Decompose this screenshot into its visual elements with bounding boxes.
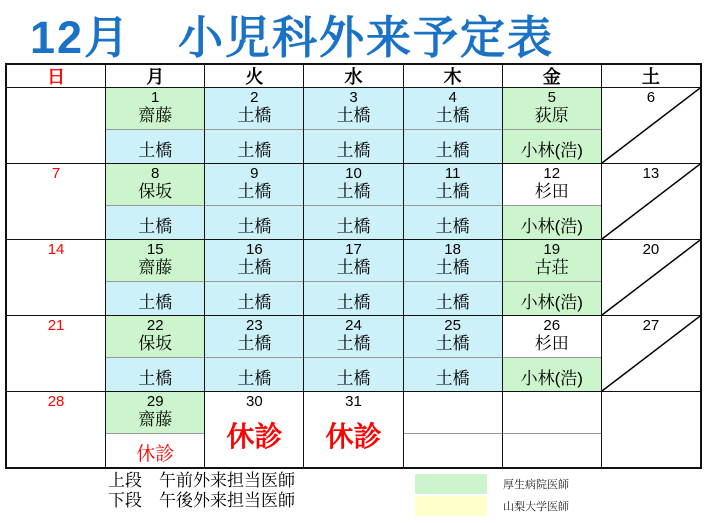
sunday-date: 21 — [47, 317, 65, 334]
pm-section — [106, 433, 204, 467]
day-cell — [304, 240, 403, 315]
am-section — [404, 164, 502, 205]
date-number: 17 — [345, 241, 362, 258]
pm-doctor: 土橋 — [435, 369, 470, 388]
saturday-date: 20 — [642, 241, 660, 258]
date-number: 16 — [246, 241, 263, 258]
yamanashi-univ-label: 山梨大学医師 — [503, 501, 569, 513]
am-section — [404, 316, 502, 357]
am-doctor: 杉田 — [534, 334, 569, 353]
day-cell — [106, 240, 205, 315]
am-section — [503, 240, 601, 281]
date-number: 8 — [151, 165, 160, 182]
am-section — [304, 316, 402, 357]
weekday-header-row — [7, 65, 700, 88]
pm-doctor: 小林(浩) — [520, 293, 583, 312]
day-cell — [503, 164, 602, 239]
am-doctor: 齋藤 — [138, 106, 173, 125]
pm-section — [404, 433, 502, 467]
day-header-wed — [304, 65, 403, 87]
date-number: 19 — [543, 241, 561, 258]
am-doctor: 土橋 — [237, 258, 272, 277]
day-cell — [304, 164, 403, 239]
pm-section — [404, 281, 502, 315]
pm-section — [503, 357, 601, 391]
date-number: 4 — [448, 89, 457, 106]
sunday-cell — [7, 240, 106, 315]
pm-doctor: 土橋 — [435, 141, 470, 160]
closed-day-cell — [205, 392, 304, 467]
day-header-label: 月 — [146, 67, 165, 87]
pm-section — [404, 357, 502, 391]
date-number: 29 — [146, 393, 164, 410]
day-cell — [205, 88, 304, 163]
saturday-date: 6 — [646, 89, 656, 106]
day-cell — [205, 240, 304, 315]
legend-row-kosei — [415, 473, 569, 495]
am-section — [304, 240, 402, 281]
legend-am-note: 上段 午前外来担当医師 — [108, 471, 295, 490]
pm-doctor: 土橋 — [336, 293, 371, 312]
legend-row-yamanashi — [415, 495, 569, 517]
am-section — [503, 316, 601, 357]
day-header-fri — [503, 65, 602, 87]
day-cell — [503, 392, 602, 467]
am-section — [106, 88, 204, 129]
am-doctor: 保坂 — [138, 334, 173, 353]
am-section — [106, 316, 204, 357]
am-section — [205, 164, 303, 205]
day-header-label: 火 — [245, 67, 264, 87]
closed-label: 休診 — [226, 420, 283, 452]
pm-section — [205, 205, 303, 239]
day-header-sun — [7, 65, 106, 87]
week-row — [7, 392, 700, 467]
pm-section — [106, 357, 204, 391]
day-cell — [304, 316, 403, 391]
am-doctor: 齋藤 — [138, 410, 173, 429]
saturday-cell — [602, 392, 700, 467]
am-doctor: 土橋 — [336, 334, 371, 353]
date-number: 15 — [146, 241, 164, 258]
am-doctor: 土橋 — [435, 258, 470, 277]
am-doctor: 荻原 — [534, 106, 569, 125]
sunday-date: 14 — [47, 241, 65, 258]
closed-label: 休診 — [325, 420, 382, 452]
day-cell — [503, 316, 602, 391]
am-doctor: 杉田 — [534, 182, 569, 201]
pm-section — [503, 205, 601, 239]
pm-doctor: 休診 — [136, 444, 175, 465]
saturday-cell — [602, 240, 700, 315]
am-doctor: 土橋 — [237, 334, 272, 353]
day-cell — [304, 88, 403, 163]
day-cell — [404, 392, 503, 467]
day-header-label: 土 — [641, 67, 660, 87]
am-section — [503, 392, 601, 433]
sunday-date: 28 — [47, 393, 65, 410]
day-cell — [106, 392, 205, 467]
pm-doctor: 土橋 — [336, 369, 371, 388]
day-cell — [106, 316, 205, 391]
saturday-cell — [602, 164, 700, 239]
day-header-label: 水 — [344, 67, 363, 87]
pm-section — [404, 205, 502, 239]
calendar-table — [5, 63, 702, 469]
pm-doctor: 小林(浩) — [520, 369, 583, 388]
am-section — [304, 164, 402, 205]
date-number: 11 — [444, 165, 461, 182]
date-number: 30 — [246, 393, 263, 410]
day-header-thu — [404, 65, 503, 87]
am-section — [404, 88, 502, 129]
week-row — [7, 88, 700, 164]
pm-doctor: 土橋 — [435, 217, 470, 236]
pm-doctor: 土橋 — [237, 141, 272, 160]
saturday-cell — [602, 88, 700, 163]
am-section — [404, 240, 502, 281]
pm-doctor: 土橋 — [237, 293, 272, 312]
pm-section — [205, 357, 303, 391]
am-doctor: 土橋 — [237, 106, 272, 125]
pm-doctor: 土橋 — [138, 217, 173, 236]
week-row — [7, 316, 700, 392]
pm-doctor: 土橋 — [138, 293, 173, 312]
pm-doctor: 土橋 — [138, 369, 173, 388]
page-title: 12月 小児科外来予定表 — [30, 12, 555, 63]
date-number: 10 — [345, 165, 362, 182]
am-section — [205, 88, 303, 129]
date-number: 31 — [345, 393, 362, 410]
date-number: 23 — [246, 317, 263, 334]
pm-doctor: 小林(浩) — [520, 217, 583, 236]
day-cell — [503, 88, 602, 163]
date-number: 25 — [444, 317, 461, 334]
pm-section — [106, 205, 204, 239]
pm-section — [106, 281, 204, 315]
no-clinic-diagonal — [602, 164, 700, 239]
am-section — [503, 88, 601, 129]
legend-pm-note: 下段 午後外来担当医師 — [108, 491, 295, 510]
saturday-date: 13 — [642, 165, 660, 182]
day-header-label: 金 — [542, 67, 561, 87]
pm-doctor: 小林(浩) — [520, 141, 583, 160]
date-number: 1 — [151, 89, 160, 106]
am-doctor: 土橋 — [237, 182, 272, 201]
am-doctor: 土橋 — [336, 258, 371, 277]
no-clinic-diagonal — [602, 316, 700, 391]
calendar-weeks — [7, 88, 700, 467]
sunday-cell — [7, 392, 106, 467]
kosei-hospital-label: 厚生病院医師 — [503, 479, 569, 491]
day-header-sat — [602, 65, 700, 87]
closed-day-cell — [304, 392, 403, 467]
am-section — [106, 392, 204, 433]
day-cell — [404, 88, 503, 163]
pm-section — [304, 129, 402, 163]
yamanashi-univ-swatch — [415, 496, 487, 516]
saturday-cell — [602, 316, 700, 391]
pm-doctor: 土橋 — [435, 293, 470, 312]
am-section — [404, 392, 502, 433]
sunday-cell — [7, 316, 106, 391]
day-cell — [404, 316, 503, 391]
am-doctor: 土橋 — [435, 106, 470, 125]
legend-notes — [108, 471, 295, 511]
pm-doctor: 土橋 — [336, 217, 371, 236]
pm-section — [304, 281, 402, 315]
am-doctor: 齋藤 — [138, 258, 173, 277]
day-cell — [404, 164, 503, 239]
day-header-label: 日 — [47, 67, 66, 87]
day-header-mon — [106, 65, 205, 87]
day-cell — [205, 164, 304, 239]
day-header-label: 木 — [443, 67, 462, 87]
date-number: 9 — [250, 165, 259, 182]
am-section — [106, 240, 204, 281]
pm-section — [205, 281, 303, 315]
pm-section — [304, 205, 402, 239]
am-doctor: 土橋 — [336, 182, 371, 201]
sunday-date: 7 — [51, 165, 61, 182]
week-row — [7, 240, 700, 316]
day-cell — [503, 240, 602, 315]
no-clinic-diagonal — [602, 240, 700, 315]
day-header-tue — [205, 65, 304, 87]
am-doctor: 土橋 — [435, 182, 470, 201]
pm-doctor: 土橋 — [237, 369, 272, 388]
day-cell — [106, 164, 205, 239]
sunday-cell — [7, 88, 106, 163]
day-cell — [106, 88, 205, 163]
sunday-cell — [7, 164, 106, 239]
pm-section — [503, 281, 601, 315]
am-section — [503, 164, 601, 205]
am-doctor: 保坂 — [138, 182, 173, 201]
pm-section — [106, 129, 204, 163]
date-number: 26 — [543, 317, 561, 334]
pm-section — [404, 129, 502, 163]
week-row — [7, 164, 700, 240]
date-number: 2 — [250, 89, 259, 106]
pm-doctor: 土橋 — [336, 141, 371, 160]
date-number: 18 — [444, 241, 461, 258]
pm-doctor: 土橋 — [138, 141, 173, 160]
am-section — [205, 240, 303, 281]
date-number: 22 — [146, 317, 164, 334]
date-number: 12 — [543, 165, 561, 182]
kosei-hospital-swatch — [415, 474, 487, 494]
date-number: 24 — [345, 317, 362, 334]
pm-section — [304, 357, 402, 391]
am-section — [106, 164, 204, 205]
am-doctor: 土橋 — [435, 334, 470, 353]
am-section — [205, 316, 303, 357]
day-cell — [205, 316, 304, 391]
pm-doctor: 土橋 — [237, 217, 272, 236]
no-clinic-diagonal — [602, 88, 700, 163]
saturday-date: 27 — [642, 317, 660, 334]
pm-section — [205, 129, 303, 163]
day-cell — [404, 240, 503, 315]
pm-section — [503, 129, 601, 163]
am-section — [304, 88, 402, 129]
legend-color-key — [415, 473, 569, 517]
am-doctor: 古荘 — [534, 258, 569, 277]
date-number: 3 — [349, 89, 358, 106]
pm-section — [503, 433, 601, 467]
am-doctor: 土橋 — [336, 106, 371, 125]
date-number: 5 — [547, 89, 556, 106]
